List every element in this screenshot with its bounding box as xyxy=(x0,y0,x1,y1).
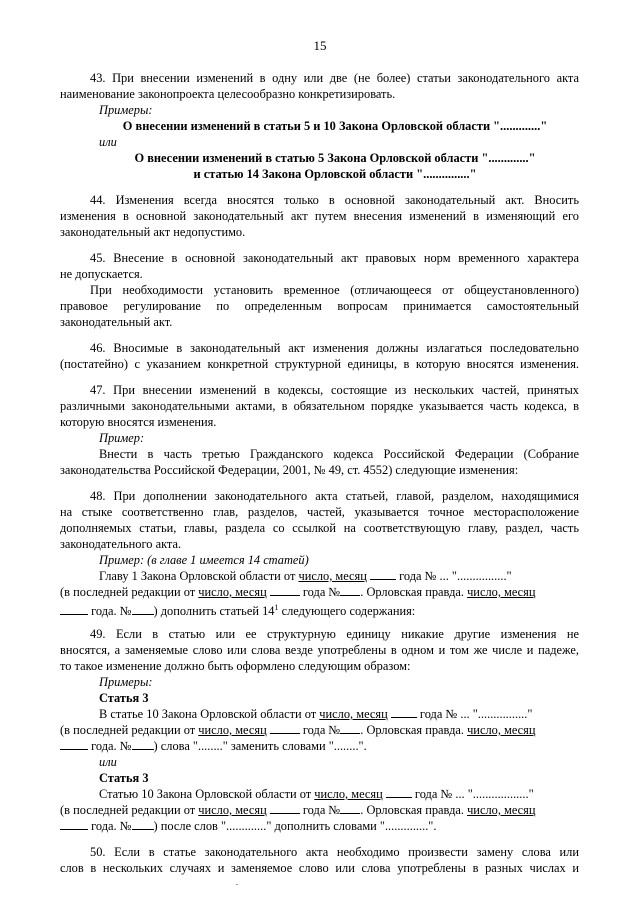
p48-line-1: 48. При дополнении законодательного акта статьей, главой, разделом, находящимися xyxy=(90,489,579,503)
p43-example-2b: и статью 14 Закона Орловской области "..............." xyxy=(193,167,477,181)
p45-line-1: 45. Внесение в основной законодательный акт правовых норм временного характера xyxy=(90,251,579,265)
p48-example-line-1: Главу 1 Закона Орловской области от число, месяц года № ... "................" xyxy=(99,569,512,583)
p49-article-heading-1: Статья 3 xyxy=(99,691,149,705)
p50-line-2: слов в нескольких случаях и заменяемое слово или слова употреблены в разных числах и xyxy=(60,861,579,875)
p49-article-heading-2: Статья 3 xyxy=(99,771,149,785)
p49-line-3: то такое изменение должно быть оформлено следующим образом: xyxy=(60,659,411,673)
p48-example-line-2: (в последней редакции от число, месяц года № . Орловская правда. число, месяц xyxy=(60,585,536,599)
p48-line-2: на стыке соответственно глав, разделов, частей, указывается точное месторасположение xyxy=(60,505,579,519)
p43-example-2a: О внесении изменений в статью 5 Закона Орловской области "............." xyxy=(134,151,536,165)
p49-example-b-line-2: (в последней редакции от число, месяц года № . Орловская правда. число, месяц xyxy=(60,803,536,817)
scan-speck xyxy=(236,884,238,885)
p43-examples-label: Примеры: xyxy=(99,103,153,117)
p48-line-3: дополняемых статьи, главы, раздела со ссылкой на соответствующую главу, раздел, часть xyxy=(60,521,579,535)
p49-example-b-line-3: года. № ) после слов "............." дополнить словами "..............". xyxy=(60,818,579,834)
p49-example-a-line-3: года. № ) слова "........" заменить словами "........". xyxy=(60,738,579,754)
p48-line-4: законодательного акта. xyxy=(60,537,182,551)
p49-examples-label: Примеры: xyxy=(99,675,153,689)
p44-line-3: законодательный акт недопустимо. xyxy=(60,225,246,239)
p49-example-a-line-2: (в последней редакции от число, месяц года № . Орловская правда. число, месяц xyxy=(60,723,536,737)
p43-example-1: О внесении изменений в статьи 5 и 10 Закона Орловской области "............." xyxy=(122,119,548,133)
p43-line-2: наименование законопроекта целесообразно конкретизировать. xyxy=(60,87,396,101)
p47-line-2: различными законодательными актами, в обязательном порядке указывается часть кодекса, в xyxy=(60,399,579,413)
p48-example-line-3: года. № ) дополнить статьей $14^1$ следующего содержания: xyxy=(60,600,579,619)
p47-line-3: которую вносятся изменения. xyxy=(60,415,217,429)
p44-line-2: изменения в основной законодательный акт путем внесения изменений в изменяющий его xyxy=(60,209,579,223)
p43-line-1: 43. При внесении изменений в одну или две (не более) статьи законодательного акта xyxy=(90,71,579,85)
p47-line-5: законодательства Российской Федерации, 2001, № 49, ст. 4552) следующие изменения: xyxy=(60,463,519,477)
p50-line-1: 50. Если в статье законодательного акта необходимо произвести замену слова или xyxy=(90,845,579,859)
p45-line-2: не допускается. xyxy=(60,267,143,281)
p44-line-1: 44. Изменения всегда вносятся только в основной законодательный акт. Вносить xyxy=(90,193,579,207)
p49-line-1: 49. Если в статью или ее структурную единицу никакие другие изменения не xyxy=(90,627,579,641)
p49-or: или xyxy=(99,755,117,769)
p47-line-4: Внести в часть третью Гражданского кодекса Российской Федерации (Собрание xyxy=(99,447,579,461)
p47-line-1: 47. При внесении изменений в кодексы, состоящие из нескольких частей, принятых xyxy=(90,383,579,397)
page-number: 15 xyxy=(313,38,327,53)
p48-example-label: Пример: (в главе 1 имеется 14 статей) xyxy=(99,553,309,567)
p49-line-2: вносятся, а заменяемые слово или слова везде употреблены в одном и том же числе и падеже, xyxy=(60,643,579,657)
p45-line-3: При необходимости установить временное (отличающееся от общеустановленного) xyxy=(90,283,579,297)
p45-line-5: законодательный акт. xyxy=(60,315,173,329)
p46-line-2: (постатейно) с указанием конкретной структурной единицы, в которую вносятся изменения. xyxy=(60,357,579,371)
p47-example-label: Пример: xyxy=(99,431,145,445)
p43-or: или xyxy=(99,135,117,149)
p46-line-1: 46. Вносимые в законодательный акт изменения должны излагаться последовательно xyxy=(90,341,579,355)
p45-line-4: правовое регулирование по определенным вопросам принимается самостоятельный xyxy=(60,299,579,313)
p49-example-a-line-1: В статье 10 Закона Орловской области от число, месяц года № ... "................" xyxy=(99,707,533,721)
p49-example-b-line-1: Статью 10 Закона Орловской области от число, месяц года № ... ".................." xyxy=(99,787,534,801)
